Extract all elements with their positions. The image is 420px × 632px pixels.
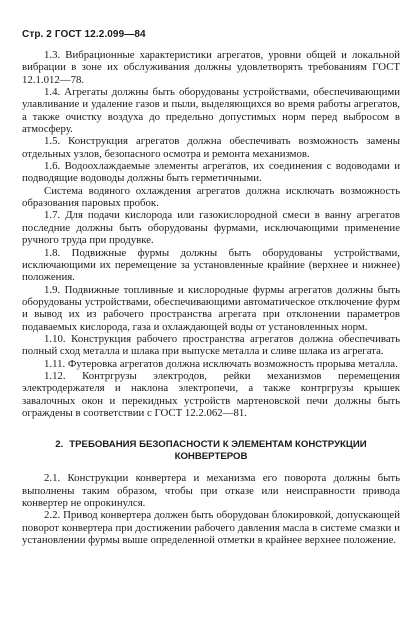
page-header (22, 29, 146, 40)
section-2-heading (22, 439, 400, 463)
paragraph-1-5: 1.5. Конструкция агрегатов должна обеспечивать возможность замены отдельных узлов, безопасного осмотра и ремонта механизмов. (22, 135, 400, 160)
paragraph-2-1: 2.1. Конструкции конвертера и механизма его поворота должны быть выполнены таким образом, чтобы при отказе или неисправности привода конвертер не опрокинулся. (22, 472, 400, 509)
paragraph-2-2: 2.2. Привод конвертера должен быть оборудован блокировкой, допускающей поворот конвертера при достижении рабочего давления масла в системе смазки и установлении фурмы выше определенной отметки в крайнее верхнее положение. (22, 509, 400, 547)
paragraph-1-6-cooling: Система водяного охлаждения агрегатов должна исключать возможность образования паровых пробок. (22, 184, 400, 210)
paragraph-1-8: 1.8. Подвижные фурмы должны быть оборудованы устройствами, исключающими их перемещение за установленные крайние (верхнее и нижнее) положения. (22, 246, 400, 284)
document-body (22, 49, 400, 546)
paragraph-1-6: 1.6. Водоохлаждаемые элементы агрегатов, их соединения с водоводами и подводящие водоводы должны быть герметичными. (22, 160, 400, 185)
paragraph-1-7: 1.7. Для подачи кислорода или газокислородной смеси в ванну агрегатов последние должны быть оборудованы фурмами, исключающими применение ручного труда при продувке. (22, 209, 400, 247)
page-header-label: Стр. 2 ГОСТ 12.2.099—84 (22, 29, 146, 40)
paragraph-1-12: 1.12. Контргрузы электродов, рейки механизмов перемещения электродержателя и наклона электропечи, а также контргрузы крышек завалочных окон и перекидных устройств мартеновской печи должны быть ограждены в соответствии с ГОСТ 12.2.062—81. (22, 369, 400, 419)
paragraph-1-10: 1.10. Конструкция рабочего пространства агрегатов должна обеспечивать полный сход металла и шлака при выпуске металла и сливе шлака из агрегата. (22, 332, 400, 358)
section-2-title-line1: ТРЕБОВАНИЯ БЕЗОПАСНОСТИ К ЭЛЕМЕНТАМ КОНСТРУКЦИИ (69, 439, 367, 451)
paragraph-1-9: 1.9. Подвижные топливные и кислородные фурмы агрегатов должны быть оборудованы устройствами, обеспечивающими автоматическое отключение фурм и вывод их из рабочего пространства агрегата при отклонении параметров подаваемых кислорода, газа и охлаждающей воды от установленных норм. (22, 283, 400, 333)
paragraph-1-4: 1.4. Агрегаты должны быть оборудованы устройствами, обеспечивающими улавливание и удаление газов и пыли, выделяющихся во время работы агрегатов, а также очистку воздуха до предельно допустимых норм перед выбросом в атмосферу. (22, 86, 400, 136)
section-2-number: 2. (55, 439, 64, 451)
paragraph-1-3: 1.3. Вибрационные характеристики агрегатов, уровни общей и локальной вибрации в зоне их обслуживания должны удовлетворять требованиям ГОСТ 12.1.012—78. (22, 49, 400, 86)
paragraph-1-11: 1.11. Футеровка агрегатов должна исключать возможность прорыва металла. (44, 357, 398, 370)
section-2-title-line2: КОНВЕРТЕРОВ (174, 451, 248, 463)
section-2-heading-line1 (22, 439, 400, 451)
